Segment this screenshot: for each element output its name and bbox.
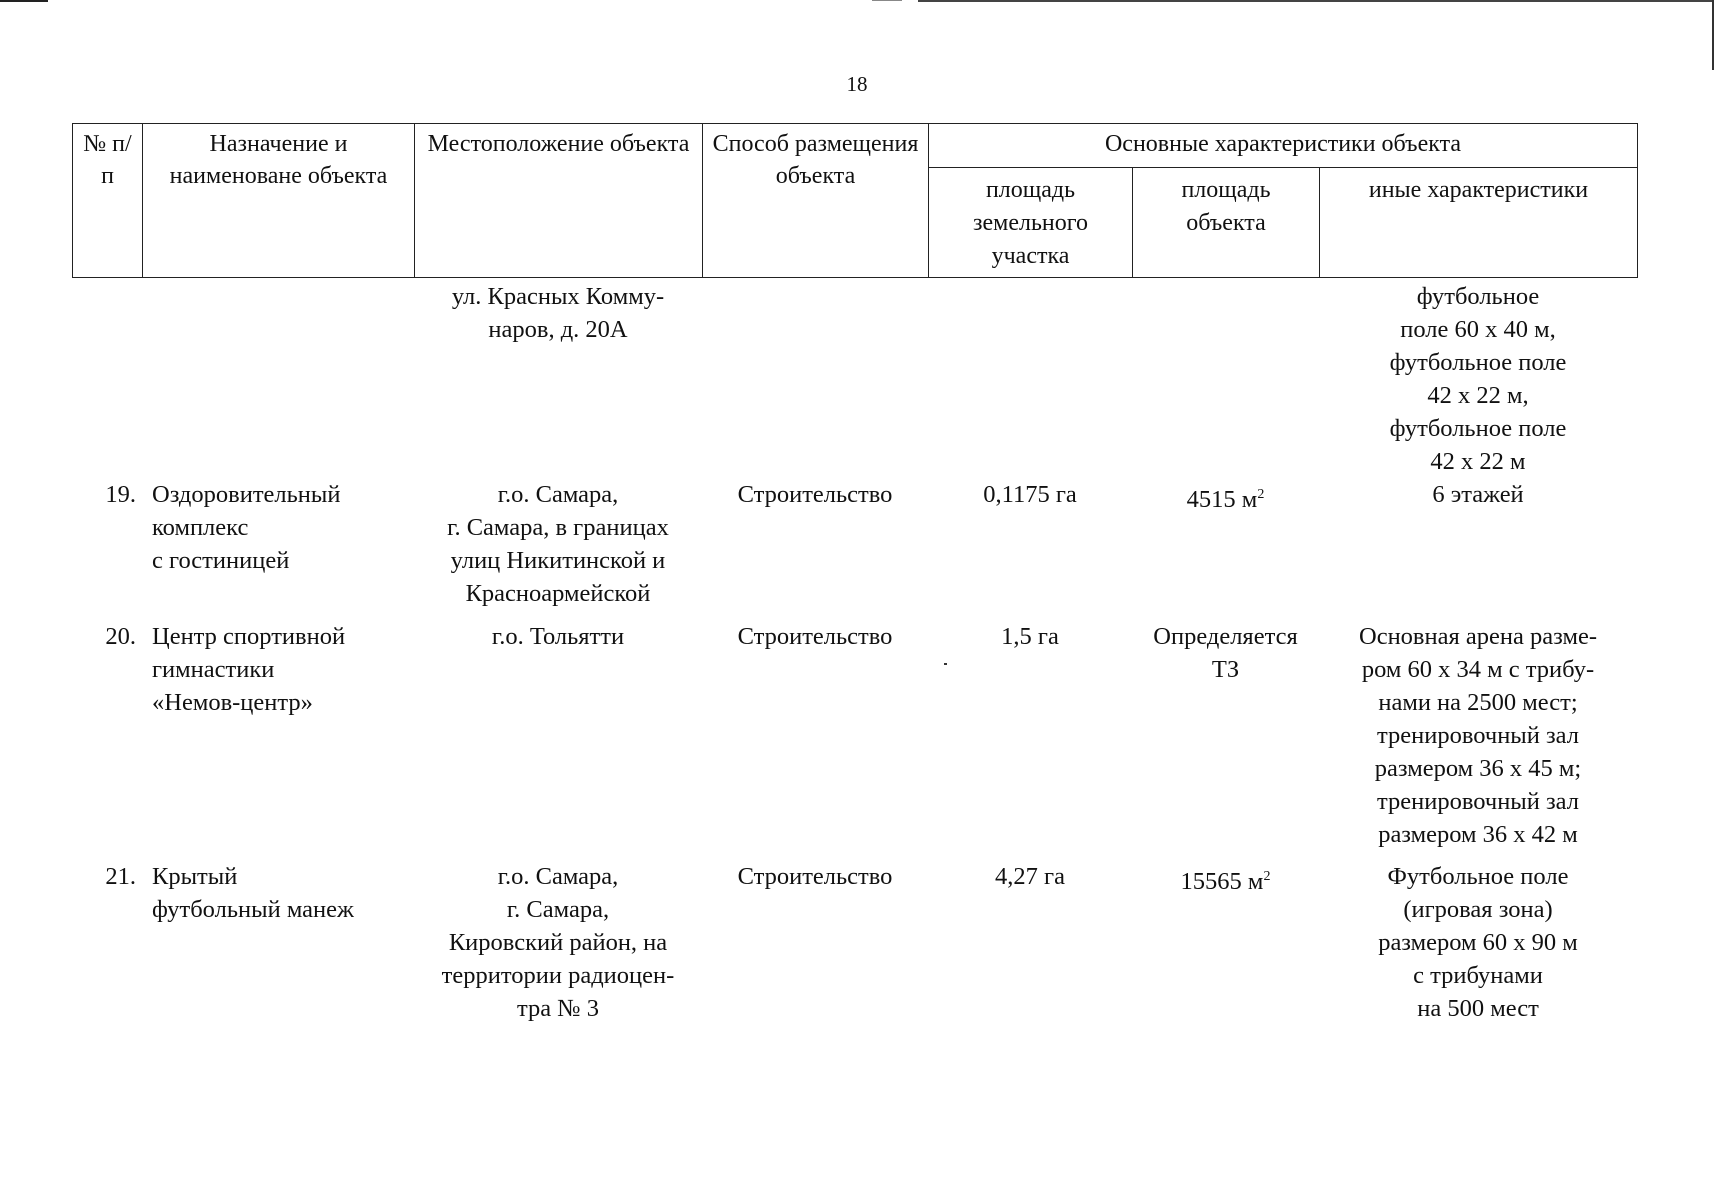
table-row <box>72 860 1637 1040</box>
scan-edge-top-right <box>918 0 1714 2</box>
cell-object-area-value: 4515 м <box>1186 486 1258 514</box>
cell-num: 21. <box>105 863 136 890</box>
cell-land-area: 0,1175 га <box>983 481 1077 508</box>
cell-method: Строительство <box>737 481 893 508</box>
table-row-continuation <box>72 280 1637 478</box>
table-row <box>72 620 1637 860</box>
cell-land-area: 4,27 га <box>995 863 1065 890</box>
cell-land-area: 1,5 га <box>1001 623 1059 650</box>
table-row <box>72 478 1637 620</box>
header-location: Местоположение объекта <box>415 124 703 278</box>
cell-object-area: Определяется ТЗ <box>1153 623 1298 683</box>
cell-other: Футбольное поле (игровая зона) размером 60 х 90 м с трибунами на 500 мест <box>1378 863 1578 1022</box>
scan-edge-top-mid <box>872 0 902 1</box>
cell-name: Центр спортивной гимнастики «Немов-центр» <box>152 623 346 716</box>
header-name: Назначение и наименоване объекта <box>143 124 415 278</box>
cell-object-area <box>1132 860 1319 1040</box>
header-method: Способ размещения объекта <box>703 124 929 278</box>
cell-num: 19. <box>105 481 136 508</box>
cell-object-area <box>1132 478 1319 620</box>
cell-name: Крытый футбольный манеж <box>152 863 354 923</box>
cell-other: футбольное поле 60 х 40 м, футбольное поле 42 х 22 м, футбольное поле 42 х 22 м <box>1389 283 1567 475</box>
table-body <box>72 280 1637 1040</box>
header-land-area: площадь земельного участка <box>929 168 1133 278</box>
cell-name: Оздоровительный комплекс с гостиницей <box>152 481 341 574</box>
cell-location: г.о. Самара, г. Самара, в границах улиц Никитинской и Красноармейской <box>447 481 669 607</box>
page-number: 18 <box>846 72 868 96</box>
table-header <box>72 123 1638 278</box>
header-characteristics: Основные характеристики объекта <box>929 124 1638 168</box>
cell-location: г.о. Самара, г. Самара, Кировский район, на территории радиоцен- тра № 3 <box>441 863 675 1022</box>
scan-speck <box>944 663 947 665</box>
cell-object-area-sup: 2 <box>1263 869 1271 884</box>
cell-other: 6 этажей <box>1432 481 1524 508</box>
header-other: иные характеристики <box>1320 168 1638 278</box>
header-object-area: площадь объекта <box>1133 168 1320 278</box>
cell-location: г.о. Тольятти <box>491 623 625 650</box>
cell-method: Строительство <box>737 623 893 650</box>
cell-method: Строительство <box>737 863 893 890</box>
header-num: № п/п <box>73 124 143 278</box>
cell-object-area-sup: 2 <box>1257 487 1265 502</box>
cell-num: 20. <box>105 623 136 650</box>
cell-object-area-value: 15565 м <box>1180 868 1264 896</box>
cell-other: Основная арена разме- ром 60 х 34 м с трибу- нами на 2500 мест; тренировочный зал размером 36 х 45 м; тренировочный зал размером 36 х 42 м <box>1359 623 1597 848</box>
scan-edge-top-left <box>0 0 48 2</box>
cell-location: ул. Красных Комму- наров, д. 20А <box>451 283 665 343</box>
